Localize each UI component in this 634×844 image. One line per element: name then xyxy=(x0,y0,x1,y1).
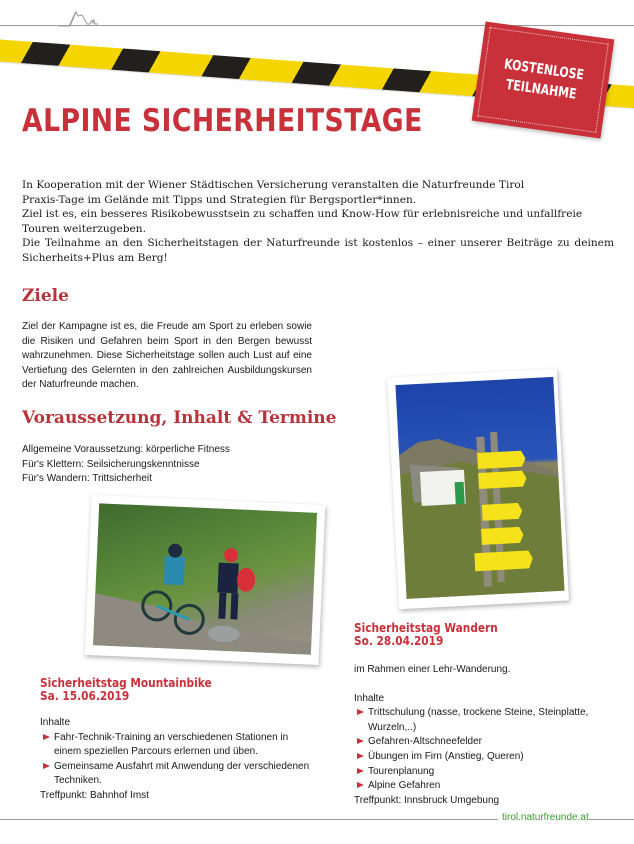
footer-rule xyxy=(0,819,498,820)
event-mtb-bullets xyxy=(40,731,310,789)
voraussetzung-item: Für's Wandern: Trittsicherheit xyxy=(22,473,152,485)
footer-website-link[interactable]: tirol.naturfreunde.at xyxy=(502,812,589,823)
event-wandern-intro: im Rahmen einer Lehr-Wanderung. xyxy=(354,664,511,675)
voraussetzung-item: Allgemeine Voraussetzung: körperliche Fitness xyxy=(22,444,230,455)
intro-line: Ziel ist es, ein besseres Risikobewusstsein zu schaffen und Know-How für erlebnisreiche und unfallfreie Touren weiterzugeben. xyxy=(22,208,583,235)
bullet-item: Alpine Gefahren xyxy=(354,779,624,794)
intro-line: In Kooperation mit der Wiener Städtischen Versicherung veranstalten die Naturfreunde Tirol xyxy=(22,179,525,191)
event-mtb-title: Sicherheitstag Mountainbike xyxy=(40,676,212,690)
mountain-logo-icon xyxy=(58,8,108,28)
bullet-item: Trittschulung (nasse, trockene Steine, Steinplatte, Wurzeln,..) xyxy=(354,706,624,735)
event-mtb-date: Sa. 15.06.2019 xyxy=(40,689,130,703)
footer-rule xyxy=(589,819,634,820)
voraussetzung-item: Für's Klettern: Seilsicherungskenntnisse xyxy=(22,458,200,470)
bullet-item: Übungen im Firn (Anstieg, Queren) xyxy=(354,750,624,765)
bullet-item: Gemeinsame Ausfahrt mit Anwendung der verschiedenen Techniken. xyxy=(40,760,310,789)
event-wandern-heading xyxy=(354,622,498,648)
event-mtb-heading xyxy=(40,677,212,703)
event-wandern-title: Sicherheitstag Wandern xyxy=(354,621,498,635)
treffpunkt: Treffpunkt: Bahnhof Imst xyxy=(40,789,149,801)
event-wandern-details xyxy=(354,663,624,808)
voraussetzung-heading: Voraussetzung, Inhalt & Termine xyxy=(22,408,337,428)
treffpunkt: Treffpunkt: Innsbruck Umgebung xyxy=(354,794,500,806)
bullet-item: Fahr-Technik-Training an verschiedenen Stationen in einem speziellen Parcours erlernen und üben. xyxy=(40,731,310,760)
bike-scene-icon xyxy=(93,503,317,654)
intro-line: Praxis-Tage im Gelände mit Tipps und Strategien für Bergsportler*innen. xyxy=(22,193,417,206)
event-mtb-details xyxy=(40,716,310,804)
free-participation-badge xyxy=(472,21,615,138)
bullet-item: Gefahren-Altschneefelder xyxy=(354,735,624,750)
ziele-text: Ziel der Kampagne ist es, die Freude am Sport zu erleben sowie die Risiken und Gefahren beim Sport in den Bergen bewusst wahrzunehmen. Diese Sicherheitstage sollen auch Lust auf eine Vertiefung des Gelernten in den zahlreichen Ausbildungskursen der Naturfreunde machen. xyxy=(22,321,312,391)
voraussetzung-list xyxy=(22,443,322,487)
ziele-heading: Ziele xyxy=(22,286,69,306)
event-wandern-bullets xyxy=(354,706,624,794)
hiking-signpost-photo xyxy=(387,369,569,610)
event-wandern-date: So. 28.04.2019 xyxy=(354,634,444,648)
inhalte-label: Inhalte xyxy=(354,692,385,704)
bullet-item: Tourenplanung xyxy=(354,765,624,780)
intro-line: Die Teilnahme an den Sicherheitstagen der Naturfreunde ist kostenlos – einer unserer Beiträge zu deinem Sicherheits+Plus am Berg! xyxy=(22,237,614,264)
badge-line-2: TEILNAHME xyxy=(505,77,578,103)
signpost-scene-icon xyxy=(395,377,564,599)
badge-line-1: KOSTENLOSE xyxy=(503,56,586,84)
mountainbike-training-photo xyxy=(85,495,326,665)
photo-image xyxy=(395,377,564,599)
page-title: ALPINE SICHERHEITSTAGE xyxy=(22,103,423,139)
inhalte-label: Inhalte xyxy=(40,717,71,728)
photo-image xyxy=(93,503,317,654)
intro-text xyxy=(22,178,614,265)
